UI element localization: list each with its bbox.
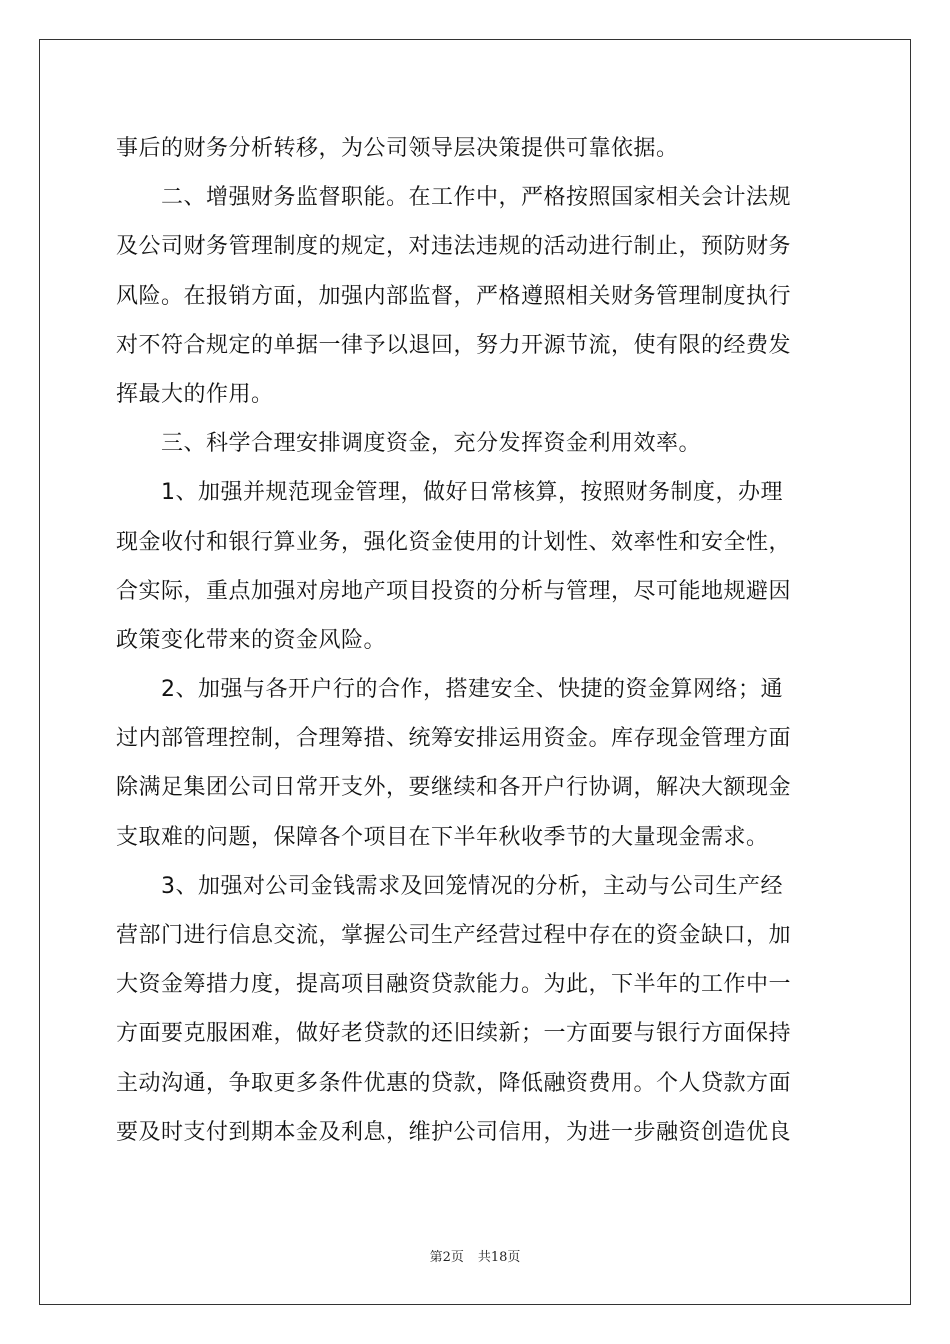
- text-line: 事后的财务分析转移，为公司领导层决策提供可靠依据。: [116, 136, 679, 161]
- text-line: 除满足集团公司日常开支外，要继续和各开户行协调，解决大额现金: [116, 775, 792, 801]
- text-line: 要及时支付到期本金及利息，维护公司信用，为进一步融资创造优良: [116, 1119, 792, 1145]
- text-line: 合实际，重点加强对房地产项目投资的分析与管理，尽可能地规避因: [116, 578, 792, 604]
- text-line: 对不符合规定的单据一律予以退回，努力开源节流，使有限的经费发: [116, 332, 792, 358]
- text-line: 营部门进行信息交流，掌握公司生产经营过程中存在的资金缺口，加: [116, 923, 792, 948]
- text-line: 及公司财务管理制度的规定，对违法违规的活动进行制止，预防财务: [116, 234, 792, 260]
- text-line: 支取难的问题，保障各个项目在下半年秋收季节的大量现金需求。: [116, 824, 769, 850]
- text-line: 二、增强财务监督职能。在工作中，严格按照国家相关会计法规: [116, 185, 792, 211]
- text-line: 大资金筹措力度，提高项目融资贷款能力。为此，下半年的工作中一: [116, 972, 792, 998]
- page-footer: [0, 1246, 950, 1265]
- page-number: 第2页: [429, 1250, 464, 1265]
- text-line: 过内部管理控制，合理筹措、统筹安排运用资金。库存现金管理方面: [116, 726, 792, 752]
- page-total: 共18页: [477, 1250, 521, 1265]
- text-line: 主动沟通，争取更多条件优惠的贷款，降低融资费用。个人贷款方面: [116, 1070, 792, 1096]
- text-line: 2、加强与各开户行的合作，搭建安全、快捷的资金算网络；通: [116, 677, 783, 703]
- text-line: 3、加强对公司金钱需求及回笼情况的分析，主动与公司生产经: [116, 873, 783, 899]
- text-line: 方面要克服困难，做好老贷款的还旧续新；一方面要与银行方面保持: [116, 1021, 792, 1047]
- document-body: [116, 124, 836, 1157]
- text-line: 风险。在报销方面，加强内部监督，严格遵照相关财务管理制度执行: [116, 283, 792, 309]
- text-line: 1、加强并规范现金管理，做好日常核算，按照财务制度，办理: [116, 480, 783, 506]
- text-line: 现金收付和银行算业务，强化资金使用的计划性、效率性和安全性，: [116, 529, 792, 555]
- text-line: 挥最大的作用。: [116, 381, 274, 407]
- text-line: 政策变化带来的资金风险。: [116, 627, 387, 653]
- text-line: 三、科学合理安排调度资金，充分发挥资金利用效率。: [116, 431, 702, 457]
